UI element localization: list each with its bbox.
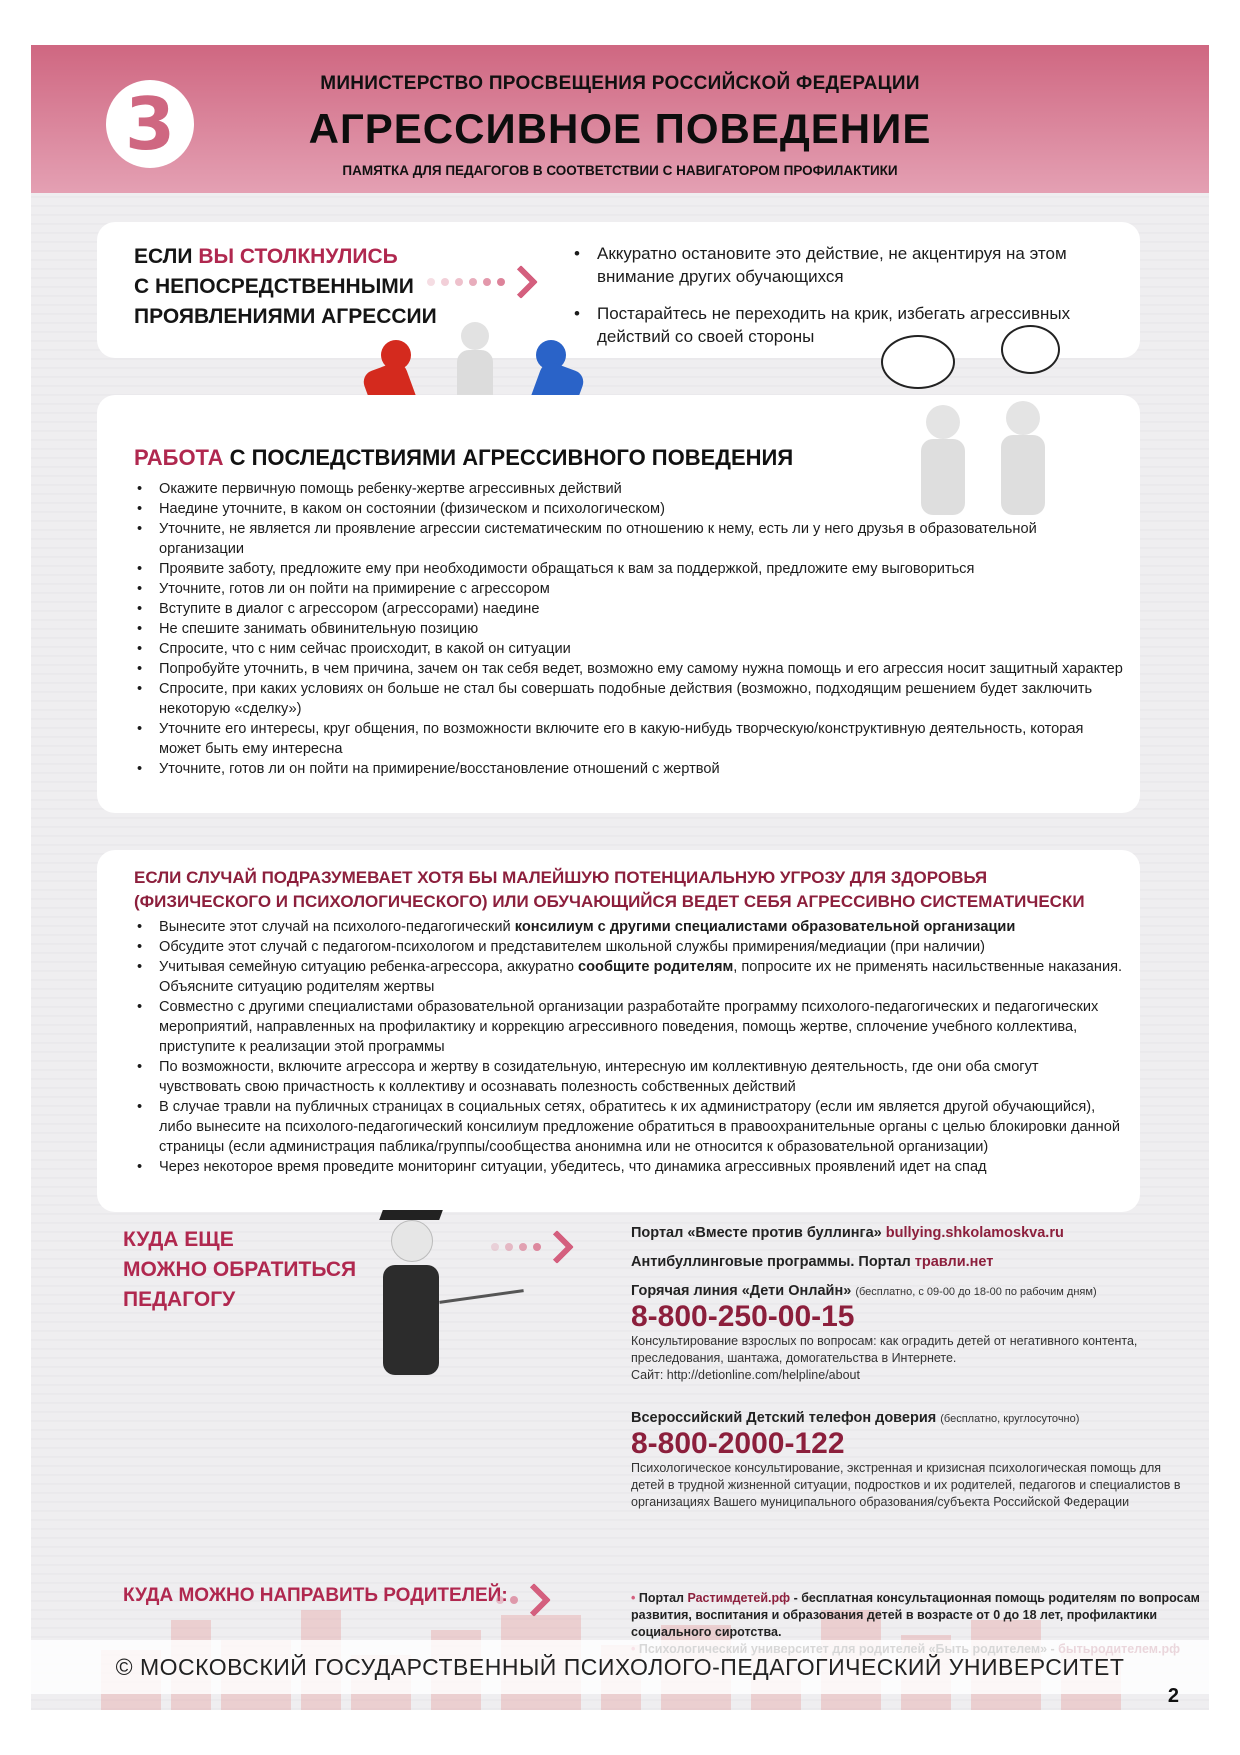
page-number: 2 xyxy=(1167,1685,1179,1707)
speech-bubble-icon xyxy=(881,335,955,389)
list-item: • Учитывая семейную ситуацию ребенка-агрессора, аккуратно сообщите родителям, попросите их не применять насильственные наказания. Объясните ситуацию родителям жертвы xyxy=(134,957,1124,997)
page-subtitle: ПАМЯТКА ДЛЯ ПЕДАГОГОВ В СООТВЕТСТВИИ С НАВИГАТОРОМ ПРОФИЛАКТИКИ xyxy=(342,163,898,178)
teacher-contacts xyxy=(631,1225,1191,1511)
list-item: • Постарайтесь не переходить на крик, избегать агрессивных действий со своей стороны xyxy=(572,302,1117,348)
list-item: • Обсудите этот случай с педагогом-психологом и представителем школьной службы примирения/медиации (при наличии) xyxy=(134,937,1124,957)
list-item: • Совместно с другими специалистами образовательной организации разработайте программу психолого-педагогических и педагогических мероприятий, направленных на профилактику и коррекцию агрессивного поведения, помощь жертве, сплочение учебного коллектива, приступите к реализации этой программы xyxy=(134,997,1124,1057)
consequences-list xyxy=(134,479,1124,779)
direct-aggression-heading: ЕСЛИ ВЫ СТОЛКНУЛИСЬ С НЕПОСРЕДСТВЕННЫМИ ПРОЯВЛЕНИЯМИ АГРЕССИИ xyxy=(134,245,437,328)
consequences-title: РАБОТА С ПОСЛЕДСТВИЯМИ АГРЕССИВНОГО ПОВЕДЕНИЯ xyxy=(134,445,794,470)
list-item: • Не спешите занимать обвинительную позицию xyxy=(134,619,1124,639)
list-item: • Уточните его интересы, круг общения, по возможности включите его в какую-нибудь творческую/конструктивную деятельность, которая может быть ему интересна xyxy=(134,719,1124,759)
list-item: • По возможности, включите агрессора и жертву в созидательную, интересную им коллективную деятельность, где они оба смогут чувствовать свою причастность к коллективу и осознавать полезность собственных действий xyxy=(134,1057,1124,1097)
list-item: • В случае травли на публичных страницах в социальных сетях, обратитесь к их администратору (если им является другой обучающийся), либо вынесите на психолого-педагогический консилиум предложение обратиться в правоохранительные органы с целью блокировки данной страницы (если администрация паблика/группы/сообщества анонимна или не относится к образовательной организации) xyxy=(134,1097,1124,1157)
footer-copyright: © МОСКОВСКИЙ ГОСУДАРСТВЕННЫЙ ПСИХОЛОГО-ПЕДАГОГИЧЕСКИЙ УНИВЕРСИТЕТ xyxy=(31,1640,1209,1694)
arrow-right-icon xyxy=(496,1588,546,1612)
systematic-aggression-title: ЕСЛИ СЛУЧАЙ ПОДРАЗУМЕВАЕТ ХОТЯ БЫ МАЛЕЙШУЮ ПОТЕНЦИАЛЬНУЮ УГРОЗУ ДЛЯ ЗДОРОВЬЯ (ФИЗИЧЕСКОГО И ПСИХОЛОГИЧЕСКОГО) ИЛИ ОБУЧАЮЩИЙСЯ ВЕДЕТ СЕБЯ АГРЕССИВНО СИСТЕМАТИЧЕСКИ xyxy=(134,868,1085,911)
list-item: • Уточните, готов ли он пойти на примирение/восстановление отношений с жертвой xyxy=(134,759,1124,779)
rastimdetey-link[interactable]: Растимдетей.рф xyxy=(687,1591,791,1605)
list-item: • Наедине уточните, в каком он состоянии (физическом и психологическом) xyxy=(134,499,1124,519)
list-item: • Спросите, при каких условиях он больше не стал бы совершать подобные действия (возможно, подходящим решением будет заключить некоторую «сделку») xyxy=(134,679,1124,719)
teacher-resources-heading: КУДА ЕЩЕ МОЖНО ОБРАТИТЬСЯ ПЕДАГОГУ xyxy=(123,1228,357,1311)
list-item: • Попробуйте уточнить, в чем причина, зачем он так себя ведет, возможно ему самому нужна помощь и его агрессия носит защитный характер xyxy=(134,659,1124,679)
hotline-deti-online-desc: Консультирование взрослых по вопросам: как оградить детей от негативного контента, преследования, шантажа, домогательства в Интернете. xyxy=(631,1334,1138,1365)
list-item: • Аккуратно остановите это действие, не акцентируя на этом внимание других обучающихся xyxy=(572,242,1117,288)
systematic-aggression-list xyxy=(134,917,1124,1177)
list-item: • Уточните, готов ли он пойти на примирение с агрессором xyxy=(134,579,1124,599)
list-item: • Вынесите этот случай на психолого-педагогический консилиум с другими специалистами образовательной организации xyxy=(134,917,1124,937)
page-title: АГРЕССИВНОЕ ПОВЕДЕНИЕ xyxy=(308,105,932,152)
hotline-deti-online-phone: 8-800-250-00-15 xyxy=(631,1300,855,1333)
ministry-name: МИНИСТЕРСТВО ПРОСВЕЩЕНИЯ РОССИЙСКОЙ ФЕДЕРАЦИИ xyxy=(320,73,920,94)
header-banner xyxy=(31,45,1209,193)
list-item: • Портал Растимдетей.рф - бесплатная консультационная помощь родителям по вопросам развития, воспитания и образования детей в возрасте от 0 до 18 лет, профилактики социального сиротства. xyxy=(631,1591,1200,1639)
helpline-children: Всероссийский Детский телефон доверия (бесплатно, круглосуточно) xyxy=(631,1410,1080,1426)
travli-net-link[interactable]: травли.нет xyxy=(914,1254,994,1270)
list-item: • Уточните, не является ли проявление агрессии систематическим по отношению к нему, есть ли у него друзья в образовательной организации xyxy=(134,519,1124,559)
leaflet-page xyxy=(31,45,1209,1710)
bullying-portal-link[interactable]: bullying.shkolamoskva.ru xyxy=(885,1225,1064,1241)
hotline-deti-online: Горячая линия «Дети Онлайн» (бесплатно, с 09-00 до 18-00 по рабочим дням) xyxy=(631,1283,1097,1299)
helpline-children-desc: Психологическое консультирование, экстренная и кризисная психологическая помощь для детей в трудной жизненной ситуации, подростков и их родителей, педагогов и специалистов в организациях Вашего муниципального образования/субъекта Российской Федерации xyxy=(631,1461,1181,1509)
talking-figures-illustration xyxy=(851,335,1091,515)
list-item: • Проявите заботу, предложите ему при необходимости обращаться к вам за поддержкой, предложите ему выговориться xyxy=(134,559,1124,579)
speech-bubble-icon xyxy=(1001,325,1060,374)
graduation-cap-icon xyxy=(379,1210,443,1220)
list-item: • Через некоторое время проведите мониторинг ситуации, убедитесь, что динамика агрессивных проявлений идет на спад xyxy=(134,1157,1124,1177)
pointer-stick xyxy=(439,1289,524,1304)
detionline-site-link[interactable]: Сайт: http://detionline.com/helpline/about xyxy=(631,1368,860,1382)
list-item: • Спросите, что с ним сейчас происходит, в какой он ситуации xyxy=(134,639,1124,659)
arrow-right-icon xyxy=(491,1235,569,1259)
helpline-children-phone: 8-800-2000-122 xyxy=(631,1427,845,1460)
portal-anti-bullying: Антибуллинговые программы. Портал травли.нет xyxy=(631,1254,994,1270)
section-number-badge: 3 xyxy=(106,80,194,168)
systematic-aggression-card xyxy=(97,850,1140,1212)
parent-resources-heading: КУДА МОЖНО НАПРАВИТЬ РОДИТЕЛЕЙ: xyxy=(123,1585,508,1606)
list-item: • Вступите в диалог с агрессором (агрессорами) наедине xyxy=(134,599,1124,619)
list-item: • Окажите первичную помощь ребенку-жертве агрессивных действий xyxy=(134,479,1124,499)
portal-bullying: Портал «Вместе против буллинга» bullying.shkolamoskva.ru xyxy=(631,1225,1064,1241)
arrow-right-icon xyxy=(427,270,533,294)
teacher-figure-illustration xyxy=(361,1205,501,1390)
